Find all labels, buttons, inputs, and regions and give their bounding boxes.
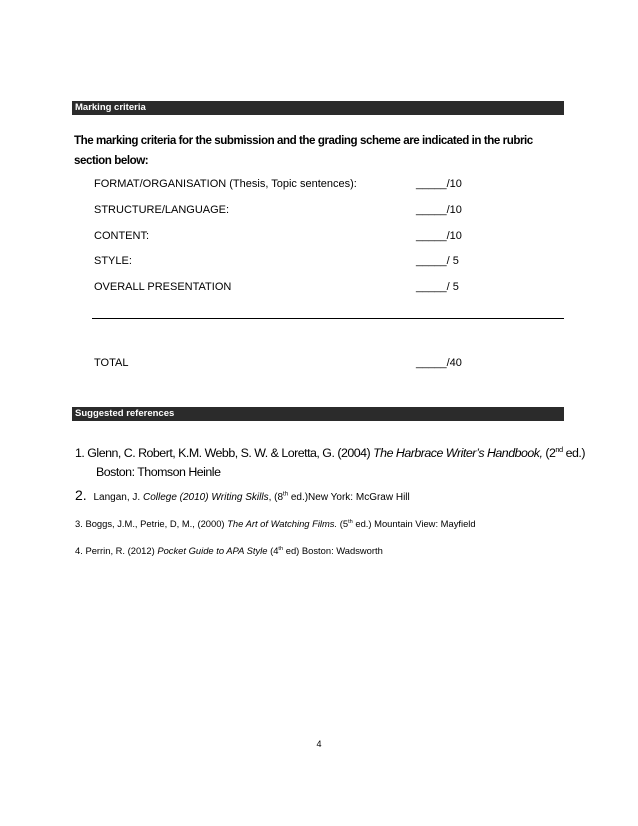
rubric-criterion: STRUCTURE/LANGUAGE: [94, 204, 230, 216]
reference-edition-suffix: nd [555, 444, 563, 454]
reference-edition: (4 [270, 545, 279, 556]
reference-item [75, 488, 410, 505]
reference-details: ed.) Mountain View: Mayfield [355, 518, 476, 529]
reference-title: College (2010) Writing Skills [142, 492, 269, 503]
reference-number: 4. [75, 545, 83, 556]
rubric-row-content [94, 228, 554, 244]
rubric-score: _____/ 5 [416, 281, 459, 293]
rubric-criterion: STYLE: [94, 255, 132, 267]
rubric-row-structure [94, 202, 554, 218]
rubric-row-total [94, 355, 554, 371]
reference-number: 2. [75, 487, 87, 503]
rubric-score: _____/10 [416, 178, 462, 190]
reference-title: The Harbrace Writer’s Handbook, [373, 446, 543, 460]
reference-edition-suffix: th [283, 491, 289, 498]
reference-edition: , (8 [268, 492, 284, 503]
reference-authors: Langan, J. [93, 492, 141, 503]
reference-edition: (5 [339, 518, 349, 529]
rubric-divider [92, 318, 564, 319]
rubric-row-format [94, 176, 554, 192]
reference-title: The Art of Watching Films. [227, 518, 338, 529]
rubric-total-score: _____/40 [416, 357, 462, 369]
reference-number: 3. [75, 518, 83, 529]
reference-item [75, 517, 476, 531]
reference-title: Pocket Guide to APA Style [157, 545, 268, 556]
reference-number: 1. [75, 446, 85, 460]
rubric-criterion: CONTENT: [94, 230, 149, 242]
rubric-score: _____/10 [416, 204, 462, 216]
reference-details: ed) Boston: Wadsworth [285, 545, 383, 556]
suggested-references-heading: Suggested references [72, 407, 564, 421]
rubric-criterion: OVERALL PRESENTATION [94, 281, 232, 293]
reference-edition-suffix: th [348, 518, 353, 525]
reference-continuation: Boston: Thomson Heinle [96, 465, 221, 479]
reference-item [75, 544, 383, 558]
rubric-score: _____/10 [416, 230, 462, 242]
rubric-criterion: FORMAT/ORGANISATION (Thesis, Topic sentences): [94, 178, 357, 190]
marking-intro: The marking criteria for the submission and the grading scheme are indicated in the rubric section below: [74, 134, 533, 167]
reference-edition-suffix: th [278, 545, 284, 552]
marking-criteria-heading: Marking criteria [72, 101, 564, 115]
rubric-score: _____/ 5 [416, 255, 459, 267]
reference-details: ed.)New York: McGraw Hill [290, 492, 410, 503]
reference-details: ed.) [565, 446, 585, 460]
rubric-row-style [94, 253, 554, 269]
page-number: 4 [316, 739, 322, 749]
reference-authors: Boggs, J.M., Petrie, D, M., (2000) [85, 518, 225, 529]
reference-edition: (2 [545, 446, 556, 460]
rubric-row-presentation [94, 279, 554, 295]
reference-item [75, 444, 585, 482]
reference-authors: Glenn, C. Robert, K.M. Webb, S. W. & Loretta, G. (2004) [87, 446, 371, 460]
rubric-total-label: TOTAL [94, 357, 129, 369]
reference-authors: Perrin, R. (2012) [85, 545, 155, 556]
